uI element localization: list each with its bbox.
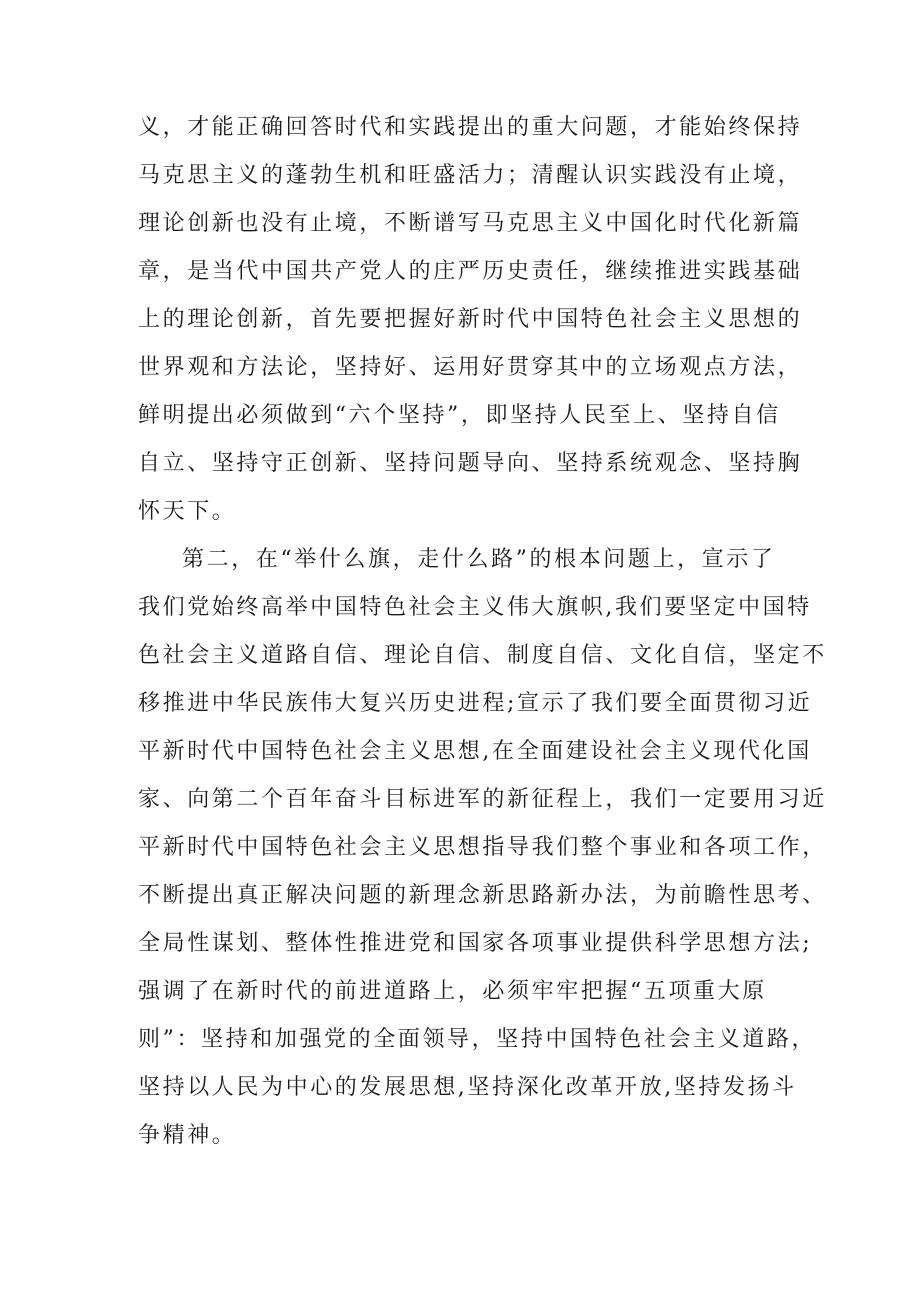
text-line: 平新时代中国特色社会主义思想指导我们整个事业和各项工作，	[138, 835, 827, 860]
text-line: 平新时代中国特色社会主义思想,在全面建设社会主义现代化国	[138, 739, 812, 764]
text-line: 全局性谋划、整体性推进党和国家各项事业提供科学思想方法;	[138, 931, 813, 956]
text-line: 我们党始终高举中国特色社会主义伟大旗帜,我们要坚定中国特	[138, 595, 812, 620]
text-line: 上的理论创新，首先要把握好新时代中国特色社会主义思想的	[138, 307, 803, 332]
text-line: 坚持以人民为中心的发展思想,坚持深化改革开放,坚持发扬斗	[138, 1075, 797, 1100]
text-line: 自立、坚持守正创新、坚持问题导向、坚持系统观念、坚持胸	[138, 451, 803, 476]
text-line: 家、向第二个百年奋斗目标进军的新征程上，我们一定要用习近	[138, 787, 827, 812]
text-line: 不断提出真正解决问题的新理念新思路新办法，为前瞻性思考、	[138, 883, 827, 908]
text-line: 世界观和方法论，坚持好、运用好贯穿其中的立场观点方法，	[138, 355, 803, 380]
text-line: 义，才能正确回答时代和实践提出的重大问题，才能始终保持	[138, 115, 803, 140]
text-line: 章，是当代中国共产党人的庄严历史责任，继续推进实践基础	[138, 259, 803, 284]
text-line: 强调了在新时代的前进道路上，必须牢牢把握“五项重大原	[138, 979, 767, 1004]
text-line-first: 第二，在“举什么旗，走什么路”的根本问题上，宣示了	[182, 547, 776, 572]
text-line: 则”：坚持和加强党的全面领导，坚持中国特色社会主义道路，	[138, 1027, 817, 1052]
text-line: 移推进中华民族伟大复兴历史进程;宣示了我们要全面贯彻习近	[138, 691, 813, 716]
document-body	[138, 104, 827, 1160]
text-line: 马克思主义的蓬勃生机和旺盛活力；清醒认识实践没有止境，	[138, 163, 803, 188]
text-line: 鲜明提出必须做到“六个坚持”，即坚持人民至上、坚持自信	[138, 403, 781, 428]
text-line: 争精神。	[138, 1123, 237, 1148]
text-line: 怀天下。	[138, 499, 237, 524]
text-line: 理论创新也没有止境，不断谱写马克思主义中国化时代化新篇	[138, 211, 803, 236]
paragraph-1	[138, 104, 803, 536]
text-line: 色社会主义道路自信、理论自信、制度自信、文化自信，坚定不	[138, 643, 827, 668]
paragraph-2	[138, 536, 827, 1160]
